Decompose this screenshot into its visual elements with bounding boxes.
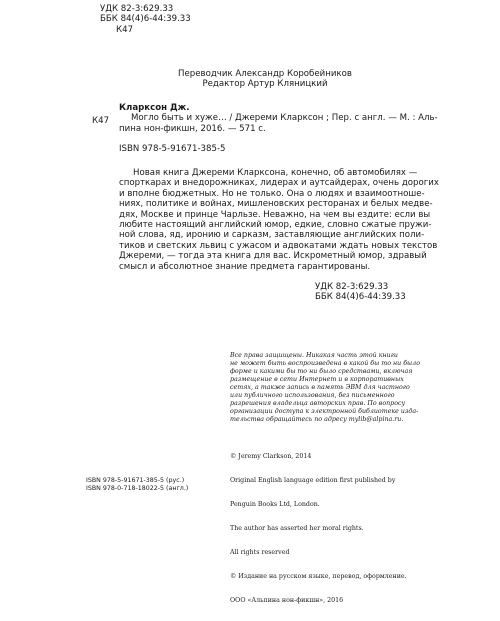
catalog-code: К47 [92,116,110,126]
catalog-line: пина нон-фикшн, 2016. — 571 с. [119,123,266,134]
annotation-line: любите настоящий английский юмор, едкие, словно сжатые пружи- [119,220,432,231]
catalog-line: Могло быть и хуже… / Джереми Кларксон ; Пер. с англ. — М. : Аль- [131,113,438,124]
rights-notice [230,352,492,424]
annotation-line: ниях, политике и войнах, мишленовских ресторанах и белых медве- [119,199,433,210]
bbk-code: ББК 84(4)6-44:39.33 [100,14,191,25]
rights-line: или публичного использования, без письменного [230,392,395,399]
annotation-line: спорткарах и внедорожниках, лидерах и аутсайдерах, очень дорогих [119,178,439,189]
annotation-line: и вполне бюджетных. Но не только. Она о людях и взаимоотноше- [119,188,425,199]
annotation-line: Джереми, — тогда эта книга для вас. Искрометный юмор, здравый [119,251,427,262]
annotation-line: смысл и абсолютное знание предмета гарантированы. [119,261,371,272]
copyright-line: © Издание на русском языке, перевод, оформление. [230,573,407,580]
editor-credit: Редактор Артур Кляницкий [202,79,328,90]
bbk-code-right: ББК 84(4)6-44:39.33 [315,292,406,303]
udk-code: УДК 82-3:629.33 [100,4,174,14]
codes-right [315,282,406,303]
author-mark: К47 [116,24,134,35]
copyright-line: © Jeremy Clarkson, 2014 [230,453,312,460]
top-codes [100,4,191,35]
annotation [119,168,439,272]
rights-line: размещение в сети Интернет и в корпоративных [230,376,404,383]
copyright-block [230,437,407,621]
annotation-line: дях, Москве и принце Чарльзе. Неважно, на чем вы ездите: если вы [119,209,431,220]
copyright-line: Penguin Books Ltd, London. [230,501,320,508]
copyright-line: The author has asserted her moral rights. [230,525,364,532]
isbn-russian: ISBN 978-5-91671-385-5 (рус.) [86,477,185,484]
translator-credit: Переводчик Александр Коробейников [178,69,352,79]
rights-line: организации доступа к электронной библиотеке изда- [230,408,419,415]
catalog-author: Кларксон Дж. [119,103,190,113]
isbn-english: ISBN 978-0-718-18022-5 (англ.) [86,485,189,492]
credits [0,69,500,90]
annotation-line: Новая книга Джереми Кларксона, конечно, об автомобилях — [133,168,418,178]
rights-line: форме и какими бы то ни было средствами, включая [230,368,413,375]
udk-code-right: УДК 82-3:629.33 [315,282,389,292]
copyright-line: ООО «Альпина нон-фикшн», 2016 [230,597,344,604]
rights-line: разрешения владельца авторских прав. По вопросу [230,400,406,407]
rights-line: сетях, а также запись в память ЭВМ для частного [230,384,410,391]
copyright-line: All rights reserved [230,549,290,556]
catalog-record [119,103,438,134]
rights-line: тельства обращайтесь по адресу mylib@alpina.ru. [230,416,404,423]
annotation-line: тиков и светских львиц с ужасом и адвокатами ждать новых текстов [119,240,438,251]
copyright-line: Original English language edition first published by [230,477,396,484]
rights-line: не может быть воспроизведена в какой бы то ни было [230,360,420,367]
isbn-bottom [86,477,188,493]
rights-line: Все права защищены. Никакая часть этой книги [230,352,398,359]
annotation-line: ной слова, яд, иронию и сарказм, заставляющие английских поли- [119,230,425,241]
catalog-isbn: ISBN 978-5-91671-385-5 [119,144,226,154]
